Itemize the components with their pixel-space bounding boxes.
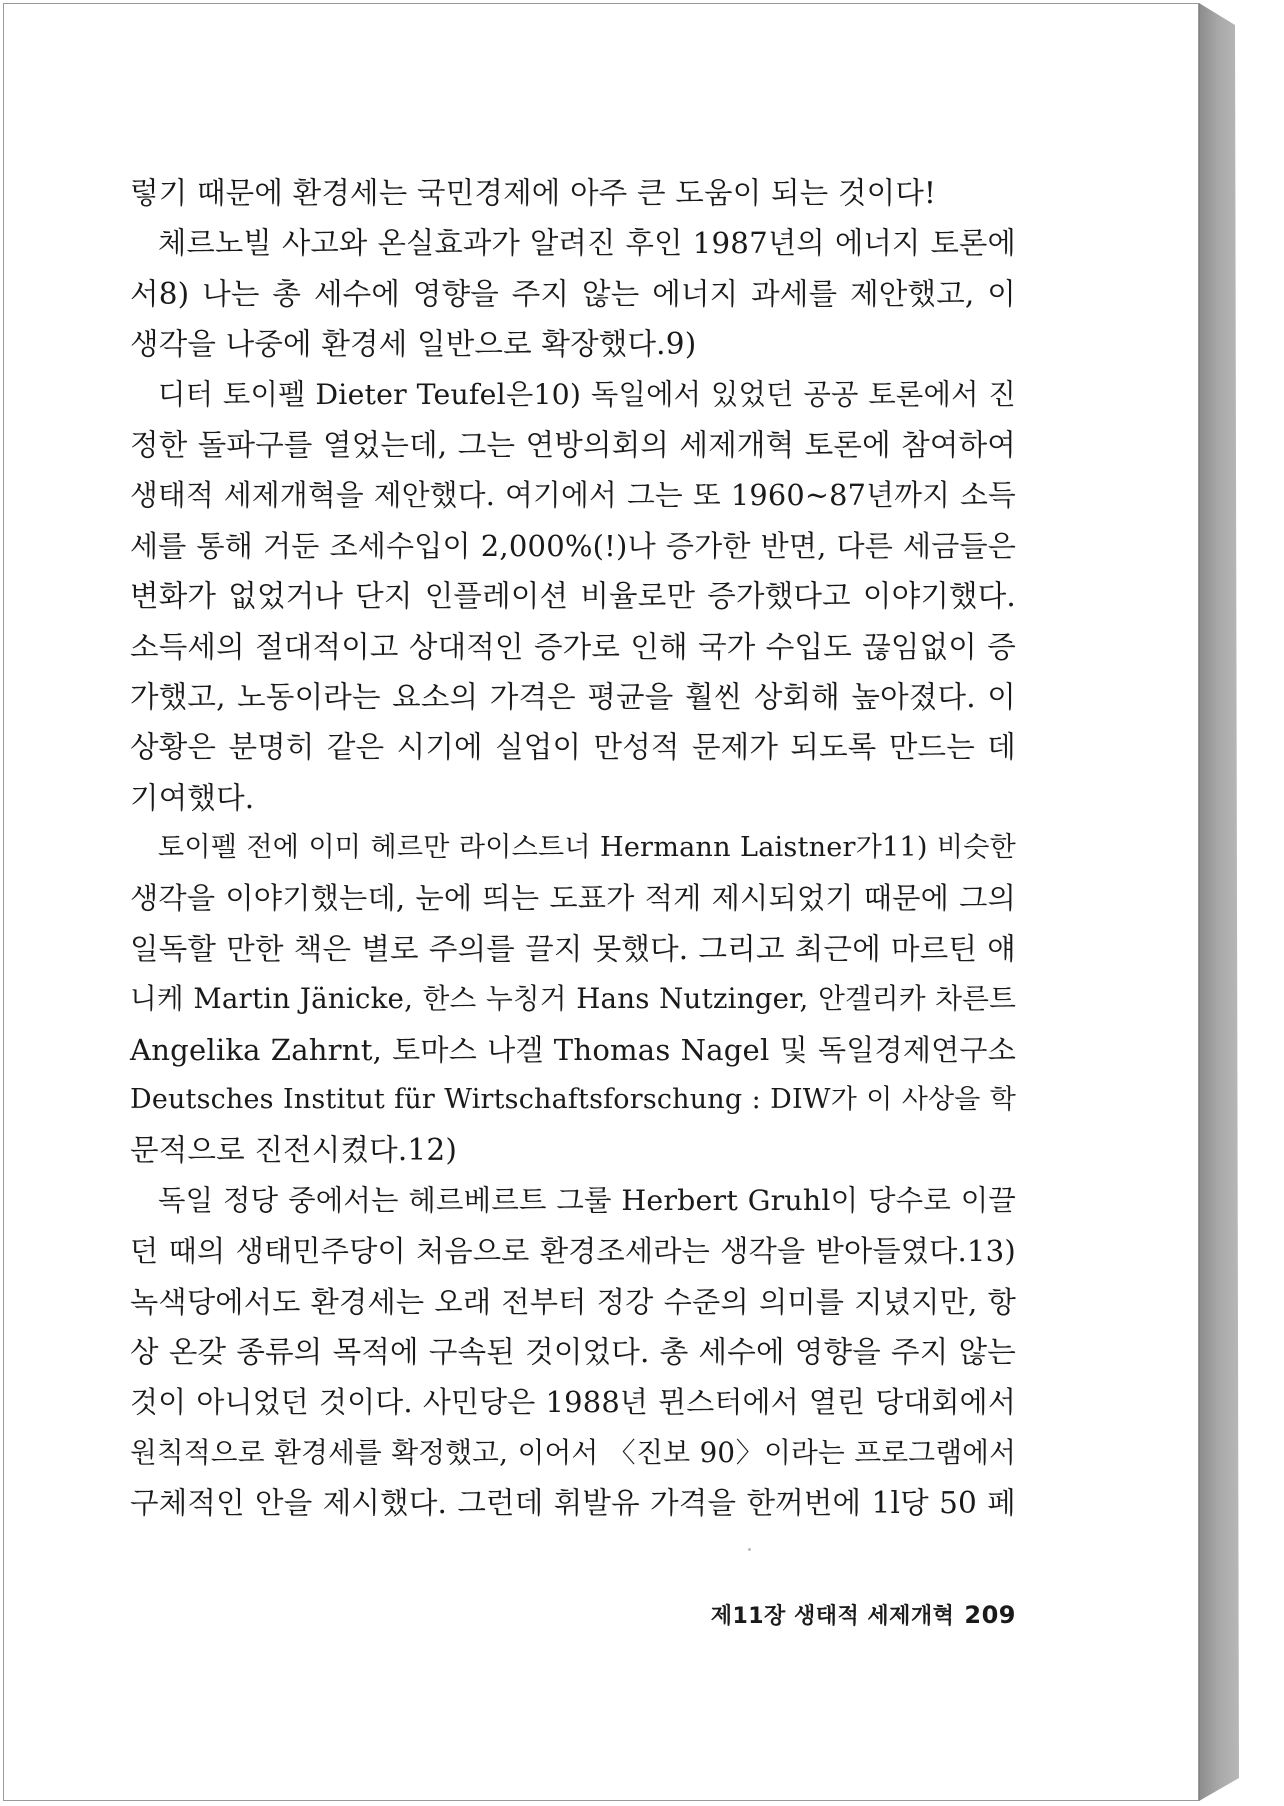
text-line: 서8) 나는 총 세수에 영향을 주지 않는 에너지 과세를 제안했고, 이 — [130, 276, 1016, 311]
text-line: 정한 돌파구를 열었는데, 그는 연방의회의 세제개혁 토론에 참여하여 — [130, 427, 1016, 462]
text-line: Angelika Zahrnt, 토마스 나겔 Thomas Nagel 및 독일경제연구소 — [130, 1032, 1016, 1067]
text-line: 니케 Martin Jänicke, 한스 누칭거 Hans Nutzinger, 안겔리카 차른트 — [130, 982, 1016, 1016]
text-line: Deutsches Institut für Wirtschaftsforschung : DIW가 이 사상을 학 — [130, 1084, 1016, 1116]
text-line: 디터 토이펠 Dieter Teufel은10) 독일에서 있었던 공공 토론에서 진 — [158, 377, 1016, 411]
text-line: 체르노빌 사고와 온실효과가 알려진 후인 1987년의 에너지 토론에 — [158, 226, 1016, 261]
text-line: 원칙적으로 환경세를 확정했고, 이어서 〈진보 90〉이라는 프로그램에서 — [130, 1435, 1016, 1469]
text-line: 던 때의 생태민주당이 처음으로 환경조세라는 생각을 받아들였다.13) — [130, 1234, 1016, 1269]
text-line: 생각을 이야기했는데, 눈에 띄는 도표가 적게 제시되었기 때문에 그의 — [130, 881, 1016, 916]
text-line: 것이 아니었던 것이다. 사민당은 1988년 뮌스터에서 열린 당대회에서 — [130, 1385, 1016, 1420]
chapter-title: 제11장 생태적 세제개혁 — [710, 1604, 955, 1629]
page-footer — [0, 1599, 1016, 1630]
scan-speck — [748, 1548, 751, 1551]
text-line: 일독할 만한 책은 별로 주의를 끌지 못했다. 그리고 최근에 마르틴 얘 — [130, 931, 1016, 966]
text-line: 문적으로 진전시켰다.12) — [130, 1133, 458, 1168]
text-line: 생태적 세제개혁을 제안했다. 여기에서 그는 또 1960~87년까지 소득 — [130, 478, 1016, 513]
text-line: 기여했다. — [130, 780, 255, 815]
text-line: 녹색당에서도 환경세는 오래 전부터 정강 수준의 의미를 지녔지만, 항 — [130, 1284, 1016, 1319]
text-line: 렇기 때문에 환경세는 국민경제에 아주 큰 도움이 되는 것이다! — [130, 176, 937, 210]
text-line: 소득세의 절대적이고 상대적인 증가로 인해 국가 수입도 끊임없이 증 — [130, 629, 1016, 664]
text-line: 독일 정당 중에서는 헤르베르트 그룰 Herbert Gruhl이 당수로 이끌 — [158, 1183, 1016, 1217]
text-line: 세를 통해 거둔 조세수입이 2,000%(!)나 증가한 반면, 다른 세금들은 — [130, 528, 1016, 563]
page-number: 209 — [964, 1601, 1016, 1629]
page-edge-shadow — [1199, 3, 1245, 1801]
text-line: 가했고, 노동이라는 요소의 가격은 평균을 훨씬 상회해 높아졌다. 이 — [130, 679, 1016, 714]
text-line: 생각을 나중에 환경세 일반으로 확장했다.9) — [130, 327, 697, 362]
text-line: 변화가 없었거나 단지 인플레이션 비율로만 증가했다고 이야기했다. — [130, 579, 1016, 614]
text-line: 토이펠 전에 이미 헤르만 라이스트너 Hermann Laistner가11) 비슷한 — [158, 832, 1016, 864]
body-text — [130, 168, 1016, 1529]
text-line: 상 온갖 종류의 목적에 구속된 것이었다. 총 세수에 영향을 주지 않는 — [130, 1334, 1016, 1369]
text-line: 구체적인 안을 제시했다. 그런데 휘발유 가격을 한꺼번에 1l당 50 페 — [130, 1486, 1016, 1521]
text-line: 상황은 분명히 같은 시기에 실업이 만성적 문제가 되도록 만드는 데 — [130, 730, 1016, 765]
